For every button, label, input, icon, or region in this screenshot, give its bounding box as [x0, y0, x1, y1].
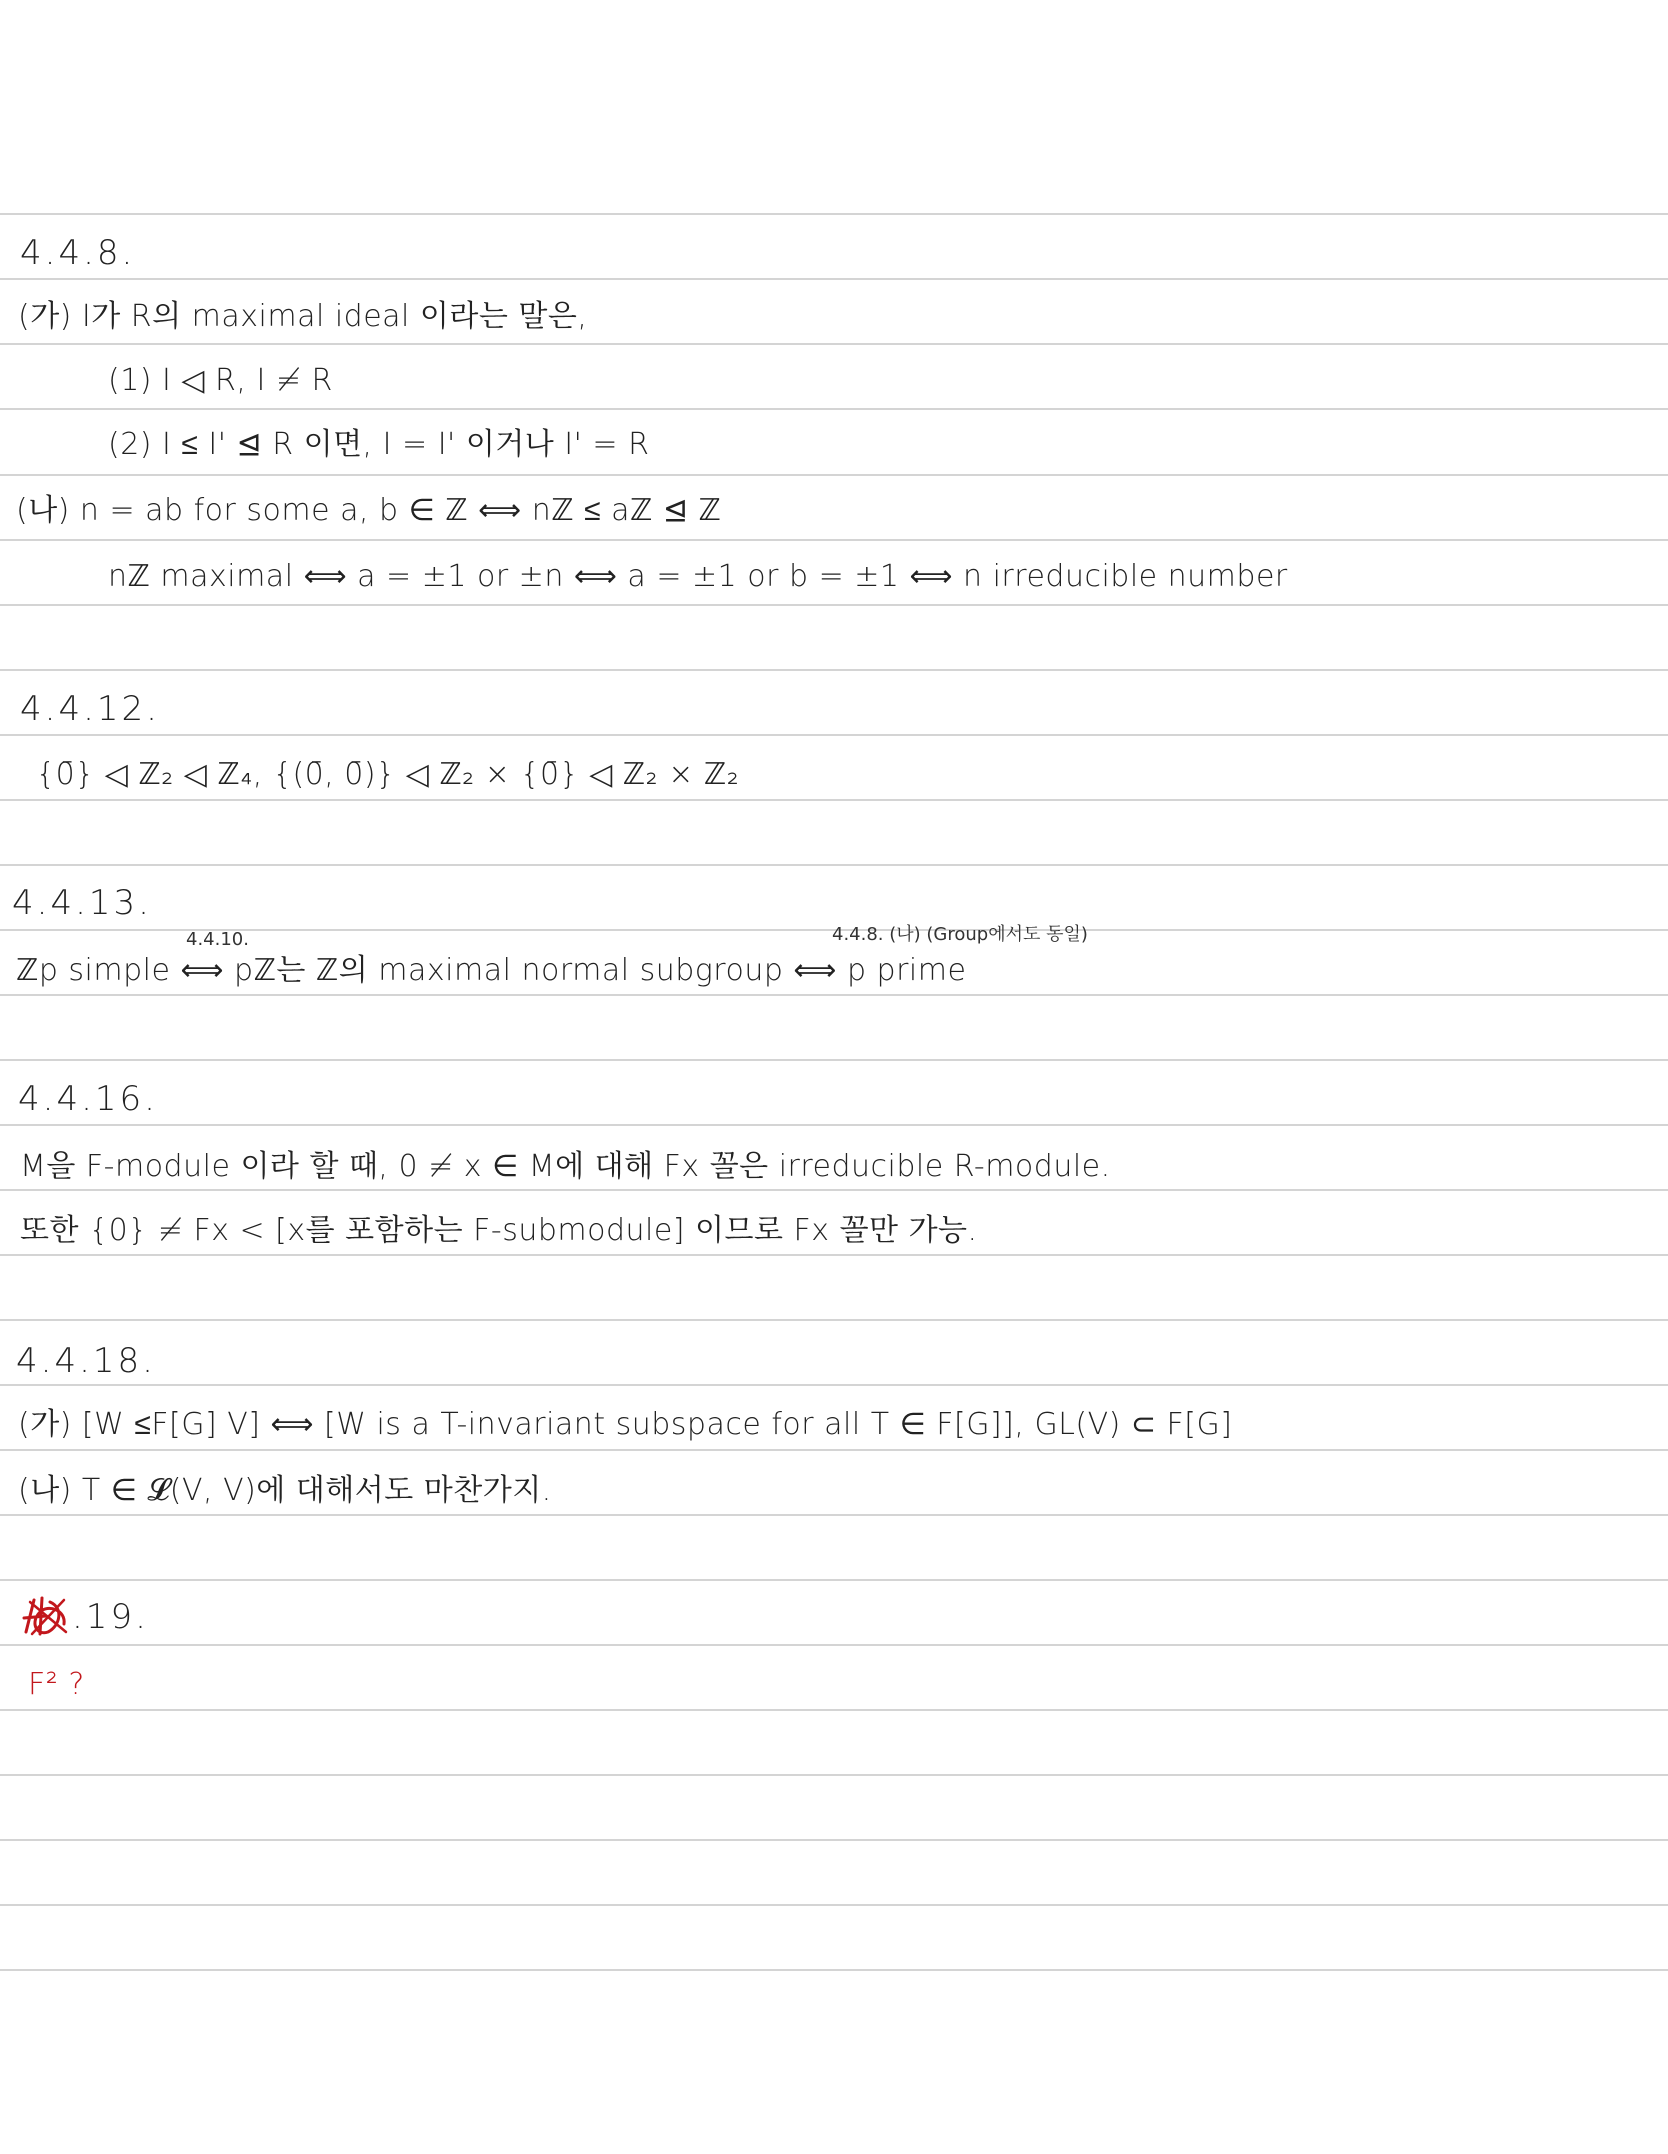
rule-line: [0, 1189, 1668, 1191]
rule-line: [0, 1514, 1668, 1516]
rule-line: [0, 864, 1668, 866]
rule-line: [0, 1579, 1668, 1581]
section-heading: 4.4.13.: [12, 883, 152, 923]
rule-line: [0, 669, 1668, 671]
rule-line: [0, 343, 1668, 345]
rule-line: [0, 1449, 1668, 1451]
rule-line: [0, 278, 1668, 280]
note-line: ℤp simple ⟺ pℤ는 ℤ의 maximal normal subgroup ⟺ p prime: [16, 953, 967, 988]
rule-line: [0, 539, 1668, 541]
rule-line: [0, 1904, 1668, 1906]
rule-line: [0, 1124, 1668, 1126]
rule-line: [0, 1644, 1668, 1646]
crossed-out-scribble: [20, 1592, 72, 1640]
note-line: M을 F-module 이라 할 때, 0 ≠ x ∈ M에 대해 Fx 꼴은 irreducible R-module.: [20, 1149, 1111, 1184]
rule-line: [0, 1319, 1668, 1321]
rule-line: [0, 734, 1668, 736]
rule-line: [0, 1839, 1668, 1841]
annotation-note: 4.4.10.: [186, 929, 249, 950]
rule-line: [0, 1709, 1668, 1711]
note-line: (나) T ∈ 𝓛(V, V)에 대해서도 마찬가지.: [18, 1473, 552, 1508]
rule-line: [0, 799, 1668, 801]
note-line: 또한 {0} ≠ Fx < [x를 포함하는 F-submodule] 이므로 Fx 꼴만 가능.: [20, 1213, 978, 1248]
section-heading: 4.4.8.: [20, 233, 136, 273]
note-line: (나) n = ab for some a, b ∈ ℤ ⟺ nℤ ≤ aℤ ⊴ ℤ: [16, 493, 722, 528]
rule-line: [0, 408, 1668, 410]
question-note: F² ?: [28, 1667, 85, 1702]
note-line: (2) I ≤ I' ⊴ R 이면, I = I' 이거나 I' = R: [108, 427, 650, 462]
section-heading: .19.: [72, 1597, 149, 1637]
note-line: (가) [W ≤F[G] V] ⟺ [W is a T-invariant subspace for all T ∈ F[G]], GL(V) ⊂ F[G]: [18, 1407, 1233, 1442]
rule-line: [0, 474, 1668, 476]
rule-line: [0, 1969, 1668, 1971]
rule-line: [0, 1059, 1668, 1061]
section-heading: 4.4.12.: [20, 689, 160, 729]
note-line: (가) I가 R의 maximal ideal 이라는 말은,: [18, 299, 588, 334]
note-line: nℤ maximal ⟺ a = ±1 or ±n ⟺ a = ±1 or b = ±1 ⟺ n irreducible number: [108, 559, 1288, 594]
rule-line: [0, 1384, 1668, 1386]
annotation-note: 4.4.8. (나) (Group에서도 동일): [832, 924, 1088, 945]
rule-line: [0, 1774, 1668, 1776]
section-heading: 4.4.16.: [18, 1079, 158, 1119]
rule-line: [0, 994, 1668, 996]
rule-line: [0, 213, 1668, 215]
note-line: {0̄} ◁ ℤ₂ ◁ ℤ₄, {(0̄, 0̄)} ◁ ℤ₂ × {0̄} ◁ ℤ₂ × ℤ₂: [36, 757, 740, 792]
section-heading: 4.4.18.: [16, 1341, 156, 1381]
rule-line: [0, 1254, 1668, 1256]
rule-line: [0, 604, 1668, 606]
note-line: (1) I ◁ R, I ≠ R: [108, 363, 333, 398]
